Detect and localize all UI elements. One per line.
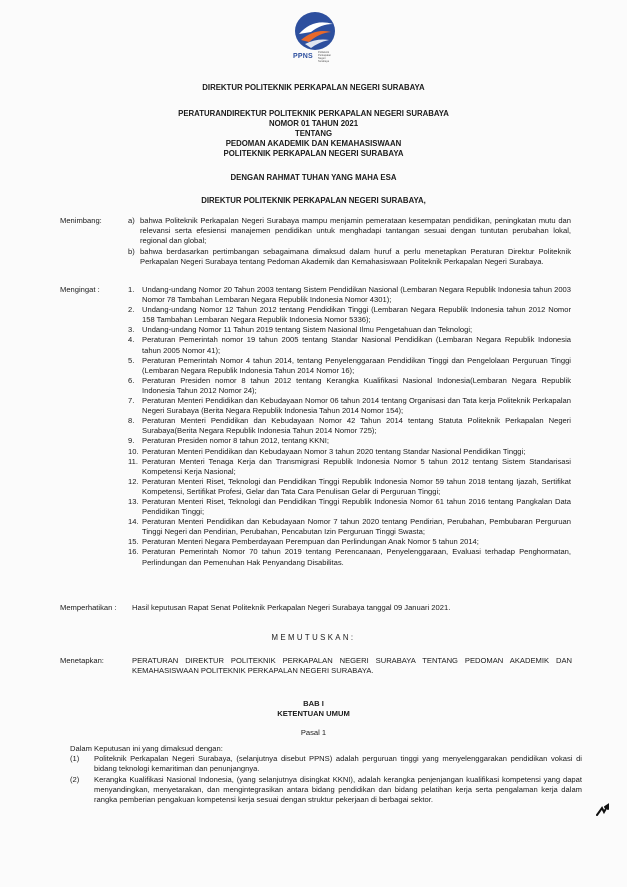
regulation-title: PERATURANDIREKTUR POLITEKNIK PERKAPALAN NEGERI SURABAYA bbox=[178, 109, 449, 118]
item-text: Peraturan Presiden nomor 8 tahun 2012 tentang Kerangka Kualifikasi Nasional Indonesia(Lembaran Negara Republik Indonesia Tahun 2012 Nomor 24); bbox=[142, 375, 571, 395]
mengingat-list bbox=[128, 285, 571, 568]
list-item bbox=[128, 305, 571, 325]
item-text: Peraturan Menteri Pendidikan dan Kebudayaan Nomor 3 tahun 2020 tentang Standar Nasional Pendidikan Tinggi; bbox=[142, 446, 526, 456]
list-item bbox=[128, 356, 571, 376]
item-number: 10. bbox=[128, 446, 139, 456]
item-number: 15. bbox=[128, 537, 139, 547]
regulation-subject-1: PEDOMAN AKADEMIK DAN KEMAHASISWAAN bbox=[225, 139, 402, 148]
article-number: Pasal 1 bbox=[300, 728, 327, 737]
memperhatikan-text: Hasil keputusan Rapat Senat Politeknik Perkapalan Negeri Surabaya tanggal 09 Januari 2021. bbox=[132, 603, 451, 612]
ppns-logo-icon bbox=[291, 10, 339, 52]
item-number: 8. bbox=[128, 416, 135, 426]
item-number: 16. bbox=[128, 547, 139, 557]
item-number: 4. bbox=[128, 335, 135, 345]
item-number: 2. bbox=[128, 305, 135, 315]
definitions-list bbox=[70, 754, 582, 805]
list-item bbox=[128, 216, 571, 246]
item-text: Peraturan Menteri Pendidikan dan Kebudayaan Nomor 06 tahun 2014 tentang Organisasi dan Tata kerja Politeknik Perkapalan Negeri Surabaya (Berita Negara Republik Indonesia Tahun 2014 Nomor 154); bbox=[142, 396, 571, 416]
item-text: Kerangka Kualifikasi Nasional Indonesia, (yang selanjutnya disingkat KKNI), adalah kerangka penjenjangan kualifikasi kompetensi yang dapat menyandingkan, menyetarakan, dan mengintegrasikan antara bidang pendidikan dan bidang pelatihan kerja serta pengalaman kerja dalam rangka pemberian pengakuan kompetensi kerja sesuai dengan struktur pekerjaan di berbagai sektor. bbox=[94, 775, 582, 805]
item-number: (1) bbox=[70, 754, 80, 763]
list-item bbox=[128, 457, 571, 477]
menetapkan-text: PERATURAN DIREKTUR POLITEKNIK PERKAPALAN NEGERI SURABAYA TENTANG PEDOMAN AKADEMIK DAN KEMAHASISWAAN POLITEKNIK PERKAPALAN NEGERI SURABAYA. bbox=[132, 656, 572, 676]
logo-subtext: Politeknik Perkapalan Negeri Surabaya bbox=[318, 51, 332, 63]
menimbang-label: Menimbang: bbox=[60, 216, 102, 225]
item-number: 14. bbox=[128, 517, 139, 527]
menimbang-list bbox=[128, 216, 571, 267]
memperhatikan-label: Memperhatikan : bbox=[60, 603, 117, 612]
item-text: bahwa berdasarkan pertimbangan sebagaimana dimaksud dalam huruf a perlu menetapkan Peraturan Direktur Politeknik Perkapalan Negeri Surabaya tentang Pedoman Akademik dan Kemahasiswaan Politeknik Perkapalan Negeri Surabaya. bbox=[140, 247, 571, 267]
item-number: (2) bbox=[70, 775, 80, 785]
item-text: Peraturan Pemerintah Nomor 4 tahun 2014, tentang Penyelenggaraan Pendidikan Tinggi dan Pengelolaan Perguruan Tinggi (Lembaran Negara Republik Indonesia Tahun 2014 Nomor 16); bbox=[142, 355, 571, 375]
list-item bbox=[128, 497, 571, 517]
list-item bbox=[128, 285, 571, 305]
list-item bbox=[128, 325, 571, 335]
item-number: 6. bbox=[128, 375, 135, 385]
item-text: Peraturan Menteri Riset, Teknologi dan Pendidikan Tinggi Republik Indonesia Nomor 61 tahun 2016 tentang Pangkalan Data Pendidikan Tinggi; bbox=[142, 496, 571, 517]
list-item bbox=[70, 775, 582, 805]
list-item bbox=[128, 477, 571, 497]
item-text: Peraturan Presiden nomor 8 tahun 2012, tentang KKNI; bbox=[142, 436, 330, 446]
item-number: a) bbox=[128, 216, 135, 225]
item-number: 12. bbox=[128, 476, 139, 486]
item-number: 9. bbox=[128, 436, 135, 446]
item-text: Undang-undang Nomor 11 Tahun 2019 tentang Sistem Nasional Ilmu Pengetahuan dan Teknologi; bbox=[142, 325, 473, 335]
list-item bbox=[128, 447, 571, 457]
regulation-about: TENTANG bbox=[294, 129, 333, 138]
item-number: 11. bbox=[128, 456, 138, 466]
item-text: Undang-undang Nomor 12 Tahun 2012 tentang Pendidikan Tinggi (Lembaran Negara Republik Indonesia tahun 2012 Nomor 158 Tambahan Lembaran Negara Republik Indonesia Nomor 5336); bbox=[142, 305, 571, 325]
regulation-number: NOMOR 01 TAHUN 2021 bbox=[268, 119, 359, 128]
item-number: 5. bbox=[128, 355, 135, 365]
chapter-subtitle: KETENTUAN UMUM bbox=[277, 709, 350, 718]
item-text: Peraturan Menteri Pendidikan dan Kebudayaan Nomor 7 tahun 2020 tentang Pendirian, Perubahan, Pembubaran Perguruan Tinggi Negeri dan Pendirian, Perubahan, Pencabutan Izin Perguruan Tinggi Swasta; bbox=[142, 517, 571, 537]
item-text: Peraturan Pemerintah nomor 19 tahun 2005 tentang Standar Nasional Pendidikan (Lembaran Negara Republik Indonesia tahun 2005 Nomor 41); bbox=[142, 335, 571, 355]
mengingat-label: Mengingat : bbox=[60, 285, 100, 294]
item-text: Undang-undang Nomor 20 Tahun 2003 tentang Sistem Pendidikan Nasional (Lembaran Negara Republik Indonesia tahun 2003 Nomor 78 Tambahan Lembaran Negara Republik Indonesia Nomor 4301); bbox=[142, 285, 571, 305]
menetapkan-label: Menetapkan: bbox=[60, 656, 104, 665]
list-item bbox=[128, 537, 571, 547]
list-item bbox=[128, 376, 571, 396]
list-item bbox=[128, 335, 571, 355]
logo-text: PPNS bbox=[293, 53, 313, 60]
list-item bbox=[128, 396, 571, 416]
item-text: Politeknik Perkapalan Negeri Surabaya, (selanjutnya disebut PPNS) adalah perguruan tinggi yang menyelenggarakan pendidikan vokasi di bidang teknologi kemaritiman dan penunjangnya. bbox=[94, 754, 582, 774]
list-item bbox=[128, 247, 571, 267]
item-text: Peraturan Menteri Riset, Teknologi dan Pendidikan Tinggi Republik Indonesia Nomor 59 tahun 2018 tentang Ijazah, Sertifikat Kompetensi, Sertifikat Profesi, Gelar dan Tata Cara Penulisan Gelar di Perguruan Tinggi; bbox=[142, 476, 571, 496]
director-line: DIREKTUR POLITEKNIK PERKAPALAN NEGERI SURABAYA, bbox=[201, 196, 426, 205]
list-item bbox=[128, 436, 571, 446]
item-text: Peraturan Menteri Tenaga Kerja dan Transmigrasi Republik Indonesia Nomor 5 tahun 2012 tentang Sistem Standarisasi Kompetensi Kerja Nasional; bbox=[142, 456, 571, 476]
list-item bbox=[128, 416, 571, 436]
list-item bbox=[128, 547, 571, 567]
definitions-intro: Dalam Keputusan ini yang dimaksud dengan: bbox=[70, 744, 223, 753]
item-text: Peraturan Menteri Pendidikan dan Kebudayaan Nomor 42 Tahun 2014 tentang Statuta Politeknik Perkapalan Negeri Surabaya(Berita Negara Republik Indonesia Tahun 2014 Nomor 725); bbox=[142, 416, 571, 436]
issuer-title: DIREKTUR POLITEKNIK PERKAPALAN NEGERI SURABAYA bbox=[202, 83, 425, 92]
chapter-title: BAB I bbox=[303, 699, 324, 708]
list-item bbox=[70, 754, 582, 774]
item-text: bahwa Politeknik Perkapalan Negeri Surabaya mampu menjamin pemerataan kesempatan pendidikan, peningkatan mutu dan relevansi serta efesiensi manajemen pendidikan untuk menghadapi tantangan sesuai dengan tuntutan perubahan lokal, regional dan global; bbox=[140, 216, 571, 246]
item-number: 13. bbox=[128, 496, 139, 506]
item-number: 1. bbox=[128, 285, 135, 294]
item-text: Peraturan Menteri Negara Pemberdayaan Perempuan dan Perlindungan Anak Nomor 5 tahun 2014; bbox=[142, 537, 479, 547]
initial-signature-icon bbox=[596, 803, 610, 817]
list-item bbox=[128, 517, 571, 537]
item-number: 7. bbox=[128, 396, 135, 406]
memutuskan-heading: MEMUTUSKAN: bbox=[271, 633, 356, 642]
regulation-subject-2: POLITEKNIK PERKAPALAN NEGERI SURABAYA bbox=[223, 149, 404, 158]
item-number: b) bbox=[128, 247, 135, 257]
blessing-line: DENGAN RAHMAT TUHAN YANG MAHA ESA bbox=[230, 173, 397, 182]
item-number: 3. bbox=[128, 325, 135, 335]
item-text: Peraturan Pemerintah Nomor 70 tahun 2019 tentang Perencanaan, Penyelenggaraan, Evaluasi terhadap Penghormatan, Perlindungan dan Pemenuhan Hak Penyandang Disabilitas. bbox=[142, 547, 571, 567]
